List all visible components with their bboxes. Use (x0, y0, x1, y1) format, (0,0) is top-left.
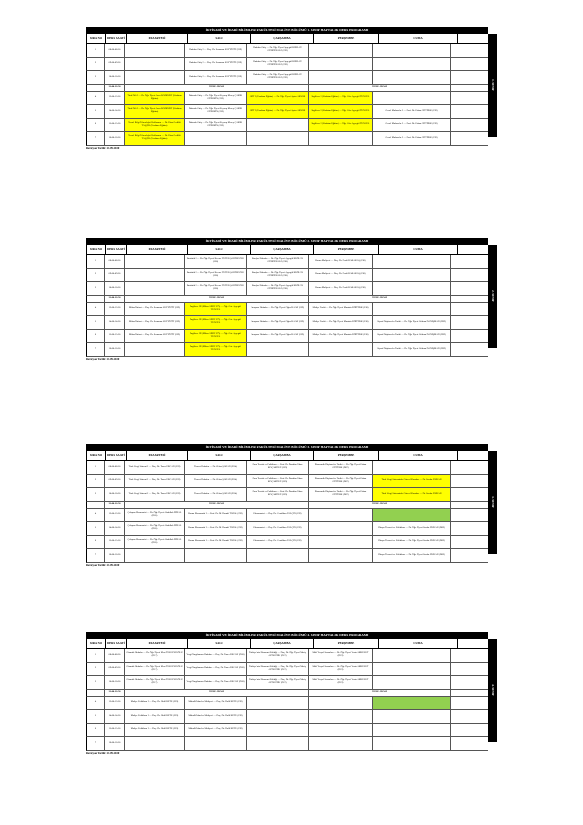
column-header-thu: PERŞEMBE (314, 639, 379, 648)
row-time: 09:00-09:50 (105, 475, 125, 488)
course-cell-wed: Borçlar Hukuku — Dr. Öğr. Üyesi Ayşegül KIZILAY GÜNDÜZALP (238) (247, 282, 309, 295)
course-cell-wed: Türkiye'nin Ekonomi Politiği — Doç. Dr. Öğr. Üyesi Meriç AYDOĞDU (D17) (247, 663, 309, 676)
table-row (86, 71, 488, 85)
course-cell-wed: Anayasa Hukuku — Dr. Öğr. Üyesi Oğuz KAAN (239) (247, 316, 309, 329)
row-time: 13:00-13:50 (105, 92, 125, 105)
table-row (86, 303, 488, 317)
row-time: 14:00-14:50 (105, 522, 125, 535)
row-time: 12:00-12:50 (105, 690, 125, 696)
column-header-wed: ÇARŞAMBA (251, 245, 314, 254)
course-cell-mon (125, 269, 185, 282)
course-cell-thu: Kamu Maliyesi — Doç. Dr. Ferdi KARAKAŞ (238) (309, 282, 373, 295)
column-header-thu: PERŞEMBE (314, 34, 379, 43)
course-cell-fri: Dünya Ticareti ve Politikası — Dr. Öğr. Üyesi Serdar DURAN (D09) (373, 536, 451, 549)
course-cell-fri (373, 269, 451, 282)
column-header-tue: SALI (188, 245, 251, 254)
course-cell-fri: Genel Muhasebe I — Prof. Dr. Erhan GÜTÜRK (239) (373, 119, 451, 132)
course-cell-wed (247, 724, 309, 737)
column-header-mon: PAZARTESİ (127, 34, 188, 43)
row-time: 10:00-10:50 (105, 71, 125, 84)
course-cell-mon (125, 255, 185, 268)
course-cell-wed: Ekonometri — Doç. Dr. Cemilhan YALÇIN (239) (247, 536, 309, 549)
row-number: 4 (87, 509, 105, 522)
revision-date: Revizyon Tarihi: 21.09.2020 (86, 563, 120, 567)
schedule-table-3 (86, 444, 495, 568)
column-header-fri: CUMA (379, 245, 458, 254)
course-cell-thu: Ekonomik Düşünceler Tarihi — Dr. Öğr. Üyesi Erhan GÜTÜRK (D07) (309, 461, 373, 474)
course-cell-fri (373, 58, 451, 71)
row-time: 16:00-16:50 (105, 549, 125, 562)
lunch-label: ÖĞLE ARASI (309, 690, 451, 696)
course-cell-tue: İngilizce III (Mikro SINIF YÖ) — Öğr. Gör. Ayşegül TUNCEL (185, 303, 247, 316)
course-cell-wed: Türkiye'nin Ekonomi Politiği — Doç. Dr. Öğr. Üyesi Meriç AYDOĞDU (D17) (247, 676, 309, 689)
course-cell-fri: Türk Vergi Sisteminde Güncel Konular — Dr. Serdar DURAN (373, 488, 451, 501)
row-time: 08:00-08:50 (105, 255, 125, 268)
course-cell-wed (247, 549, 309, 562)
course-cell-thu: Mali Yeryol Sorunları — Dr. Öğr. Üyesi Vesta AKBULUT (D19) (309, 676, 373, 689)
course-cell-fri: Genel Muhasebe I — Prof. Dr. Erhan GÜTÜRK (239) (373, 132, 451, 145)
row-time: 15:00-15:50 (105, 724, 125, 737)
course-cell-fri: Dünya Ticareti ve Politikası — Dr. Öğr. Üyesi Serdar DURAN (D09) (373, 549, 451, 562)
course-cell-wed (247, 697, 309, 710)
course-cell-thu: İngilizce I (Uzaktan Eğitim) — Öğr. Gör. Ayşegül TUNCEL (309, 119, 373, 132)
column-header-wed: ÇARŞAMBA (251, 34, 314, 43)
course-cell-thu (309, 44, 373, 57)
course-cell-tue: İngilizce III (Mikro SINIF YÖ) — Öğr. Gör. Ayşegül TUNCEL (185, 343, 247, 356)
table-row (86, 58, 488, 72)
course-cell-wed: Hukuka Giriş — Dr. Öğr. Üyesi Ayşegül KIZILAY GÜNDÜZALP (239) (247, 71, 309, 84)
table-row (86, 676, 488, 690)
column-header-fri: CUMA (379, 451, 458, 460)
row-time: 13:00-13:50 (105, 303, 125, 316)
row-number (87, 85, 105, 91)
column-header-mon: PAZARTESİ (127, 245, 188, 254)
course-cell-tue: Mahalli İdareler Maliyesi — Doç. Dr. Halil KETE (239) (185, 724, 247, 737)
course-cell-wed: Para Teorisi ve Politikası — Prof. Dr. İbrahim Okan KOÇAKÜLÜ (239) (247, 461, 309, 474)
row-number: 1 (87, 44, 105, 57)
row-number: 3 (87, 71, 105, 84)
course-cell-thu: Kamu Maliyesi — Doç. Dr. Ferdi KARAKAŞ (238) (309, 255, 373, 268)
schedule-title: İKTİSADİ VE İDARİ BİLİMLER FAKÜLTESİ MALİYE BÖLÜMÜ 1. SINIF HAFTALIK DERS PROGRAMI (86, 27, 488, 34)
row-number: 5 (87, 316, 105, 329)
table-row (86, 475, 488, 489)
column-header-no: SIRA NO (87, 639, 106, 648)
course-cell-fri (373, 737, 451, 750)
course-cell-mon: Mikro İktisat — Doç. Dr. Semanur SOYYİĞİT (239) (125, 316, 185, 329)
course-cell-thu: İngilizce I (Uzaktan Eğitim) — Öğr. Gör. Ayşegül TUNCEL (309, 105, 373, 118)
course-cell-tue: Vergi Yargılaması Hukuku — Doç. Dr. Taner ERCAN (D18) (185, 649, 247, 662)
schedule-title: İKTİSADİ VE İDARİ BİLİMLER FAKÜLTESİ MALİYE BÖLÜMÜ 2. SINIF HAFTALIK DERS PROGRAMI (86, 238, 488, 245)
row-number: 7 (87, 343, 105, 356)
course-cell-mon: Gümrük Hukuku — Dr. Öğr. Üyesi Mert TOKATLIOĞLU (D17) (125, 663, 185, 676)
table-row (86, 509, 488, 523)
class-year-label: 4. SINIF (488, 639, 497, 742)
course-cell-mon: Türk Vergi Sistemi I — Doç. Dr. Taner ERCAN (239) (125, 461, 185, 474)
course-cell-fri (373, 676, 451, 689)
row-time: 12:00-12:50 (105, 502, 125, 508)
row-time: 08:00-08:50 (105, 461, 125, 474)
course-cell-thu (309, 71, 373, 84)
revision-date: Revizyon Tarihi: 21.09.2020 (86, 357, 120, 361)
course-cell-fri (373, 697, 451, 710)
course-cell-mon (125, 58, 185, 71)
row-time: 12:00-12:50 (105, 85, 125, 91)
course-cell-mon (125, 549, 185, 562)
course-cell-wed: AİİT I (Uzaktan Eğitim) — Dr. Öğr. Üyesi Ayten AKSOR (247, 105, 309, 118)
schedule-title: İKTİSADİ VE İDARİ BİLİMLER FAKÜLTESİ MALİYE BÖLÜMÜ 4. SINIF HAFTALIK DERS PROGRAMI (86, 632, 488, 639)
table-row (86, 488, 488, 502)
course-cell-wed: Para Teorisi ve Politikası — Prof. Dr. İbrahim Okan KOÇAKÜLÜ (239) (247, 475, 309, 488)
row-number: 4 (87, 92, 105, 105)
course-cell-fri: Türk Vergi Sisteminde Güncel Konular — Dr. Serdar DURAN (373, 475, 451, 488)
course-cell-mon: Türk Dili I — Dr. Öğr. Üyesi Arzu BOZKURT (Uzaktan Eğitim) (125, 92, 185, 105)
row-time: 16:00-16:50 (105, 737, 125, 750)
row-time: 14:00-14:50 (105, 105, 125, 118)
course-cell-mon: Maliye Politikası I — Doç. Dr. Halil KETE (239) (125, 710, 185, 723)
course-cell-thu (309, 132, 373, 145)
row-number: 2 (87, 663, 105, 676)
course-cell-fri (373, 663, 451, 676)
course-cell-thu: Ekonomik Düşünceler Tarihi — Dr. Öğr. Üyesi Erhan GÜTÜRK (D07) (309, 488, 373, 501)
table-row (86, 282, 488, 296)
course-cell-fri (373, 92, 451, 105)
course-cell-thu (309, 710, 373, 723)
row-time: 16:00-16:50 (105, 343, 125, 356)
course-cell-tue: İktisada Giriş — Dr. Öğr. Üyesi Zeynep Merey ÇAKIR GÜZEKİN (239) (185, 119, 247, 132)
row-number: 3 (87, 676, 105, 689)
table-row (86, 343, 488, 357)
course-cell-mon (125, 71, 185, 84)
row-number: 6 (87, 536, 105, 549)
lunch-row (86, 296, 488, 303)
course-cell-mon: Türk Dili I — Dr. Öğr. Üyesi Arzu BOZKURT (Uzaktan Eğitim) (125, 105, 185, 118)
table-row (86, 92, 488, 106)
column-header-row (86, 245, 488, 255)
course-cell-tue: İstatistik I — Dr. Öğr. Üyesi Kevser TUTER ŞAHİNOĞLU (238) (185, 269, 247, 282)
revision-date: Revizyon Tarihi: 21.09.2020 (86, 146, 120, 150)
course-cell-tue: İktisada Giriş — Dr. Öğr. Üyesi Zeynep Merey ÇAKIR GÜZEKİN (239) (185, 105, 247, 118)
course-cell-wed: Ekonometri — Doç. Dr. Cemilhan YALÇIN (239) (247, 509, 309, 522)
course-cell-mon: Gümrük Hukuku — Dr. Öğr. Üyesi Mert TOKATLIOĞLU (D17) (125, 676, 185, 689)
course-cell-wed (247, 343, 309, 356)
course-cell-mon (125, 44, 185, 57)
course-cell-fri (373, 303, 451, 316)
course-cell-thu (309, 58, 373, 71)
course-cell-thu: Kamu Maliyesi — Doç. Dr. Ferdi KARAKAŞ (238) (309, 269, 373, 282)
course-cell-mon: Çalışma Ekonomisi — Dr. Öğr. Üyesi Abdullah DİNAL (D05) (125, 509, 185, 522)
course-cell-fri (373, 461, 451, 474)
row-number: 6 (87, 330, 105, 343)
column-header-tue: SALI (188, 451, 251, 460)
column-header-no: SIRA NO (87, 34, 106, 43)
course-cell-wed: Borçlar Hukuku — Dr. Öğr. Üyesi Ayşegül KIZILAY GÜNDÜZALP (238) (247, 269, 309, 282)
course-cell-thu: Ekonomik Düşünceler Tarihi — Dr. Öğr. Üyesi Erhan GÜTÜRK (D07) (309, 475, 373, 488)
column-header-thu: PERŞEMBE (314, 451, 379, 460)
row-number: 7 (87, 549, 105, 562)
course-cell-mon: Maliye Politikası I — Doç. Dr. Halil KETE (239) (125, 697, 185, 710)
course-cell-thu (309, 509, 373, 522)
course-cell-thu: Mali Yeryol Sorunları — Dr. Öğr. Üyesi Vesta AKBULUT (D19) (309, 663, 373, 676)
course-cell-wed (247, 737, 309, 750)
schedule-table-2 (86, 238, 495, 362)
course-cell-tue: Kamu Ekonomisi I — Prof. Dr. M. Hamdi TOPAL (239) (185, 522, 247, 535)
table-row (86, 697, 488, 711)
course-cell-mon: Temel Bilgi Teknolojisi Kullanımı — Dr. Ebru Gedikli TAŞÇIK (Uzaktan Eğitim) (125, 119, 185, 132)
course-cell-tue: Hukuka Giriş I — Doç. Dr. Semanur SOYYİĞİT (239) (185, 71, 247, 84)
row-number: 3 (87, 282, 105, 295)
row-time: 13:00-13:50 (105, 509, 125, 522)
course-cell-fri: Genel Muhasebe I — Prof. Dr. Erhan GÜTÜRK (239) (373, 105, 451, 118)
course-cell-mon: Mikro İktisat — Doç. Dr. Semanur SOYYİĞİT (239) (125, 303, 185, 316)
course-cell-fri (373, 509, 451, 522)
column-header-wed: ÇARŞAMBA (251, 639, 314, 648)
row-number (87, 296, 105, 302)
row-time: 12:00-12:50 (105, 296, 125, 302)
row-number (87, 502, 105, 508)
course-cell-tue (185, 737, 247, 750)
course-cell-tue (185, 549, 247, 562)
row-number: 4 (87, 303, 105, 316)
course-cell-tue: Ticaret Hukuku — Dr. Zehra ŞAHAN (D14) (185, 488, 247, 501)
course-cell-tue: İstatistik I — Dr. Öğr. Üyesi Kevser TUTER ŞAHİNOĞLU (238) (185, 255, 247, 268)
course-cell-wed: AİİT I (Uzaktan Eğitim) — Dr. Öğr. Üyesi Ayten AKSOR (247, 92, 309, 105)
course-cell-tue: Vergi Yargılaması Hukuku — Doç. Dr. Taner ERCAN (D18) (185, 663, 247, 676)
table-row (86, 44, 488, 58)
column-header-time: DERS SAATİ (106, 451, 127, 460)
lunch-label: ÖĞLE ARASI (309, 502, 451, 508)
course-cell-tue (185, 132, 247, 145)
row-time: 10:00-10:50 (105, 676, 125, 689)
column-header-tue: SALI (188, 34, 251, 43)
table-row (86, 737, 488, 751)
column-header-time: DERS SAATİ (106, 639, 127, 648)
table-row (86, 536, 488, 550)
class-year-label: 1. SINIF (488, 34, 497, 137)
course-cell-tue: Ticaret Hukuku — Dr. Zehra ŞAHAN (D14) (185, 461, 247, 474)
row-time: 09:00-09:50 (105, 269, 125, 282)
table-row (86, 649, 488, 663)
row-number: 4 (87, 697, 105, 710)
row-time: 15:00-15:50 (105, 536, 125, 549)
row-time: 09:00-09:50 (105, 58, 125, 71)
row-number: 1 (87, 255, 105, 268)
row-number: 3 (87, 488, 105, 501)
table-row (86, 663, 488, 677)
course-cell-tue: Ticaret Hukuku — Dr. Zehra ŞAHAN (D14) (185, 475, 247, 488)
row-number: 6 (87, 119, 105, 132)
course-cell-tue: İstatistik I — Dr. Öğr. Üyesi Kevser TUTER ŞAHİNOĞLU (238) (185, 282, 247, 295)
row-time: 10:00-10:50 (105, 488, 125, 501)
course-cell-tue: Mahalli İdareler Maliyesi — Doç. Dr. Halil KETE (239) (185, 697, 247, 710)
course-cell-wed (247, 119, 309, 132)
course-cell-wed: Ekonometri — Doç. Dr. Cemilhan YALÇIN (239) (247, 522, 309, 535)
row-number: 2 (87, 269, 105, 282)
row-number: 2 (87, 475, 105, 488)
course-cell-mon: Türk Vergi Sistemi I — Doç. Dr. Taner ERCAN (239) (125, 475, 185, 488)
column-header-row (86, 451, 488, 461)
course-cell-mon: Türk Vergi Sistemi I — Doç. Dr. Taner ERCAN (239) (125, 488, 185, 501)
row-time: 08:00-08:50 (105, 44, 125, 57)
course-cell-fri (373, 724, 451, 737)
course-cell-tue: Hukuka Giriş I — Doç. Dr. Semanur SOYYİĞİT (239) (185, 58, 247, 71)
course-cell-wed: Hukuka Giriş — Dr. Öğr. Üyesi Ayşegül KIZILAY GÜNDÜZALP (239) (247, 58, 309, 71)
course-cell-tue: Mahalli İdareler Maliyesi — Doç. Dr. Halil KETE (239) (185, 710, 247, 723)
table-row (86, 269, 488, 283)
row-time: 10:00-10:50 (105, 282, 125, 295)
course-cell-fri (373, 44, 451, 57)
lunch-label: ÖĞLE ARASI (125, 690, 309, 696)
column-header-row (86, 34, 488, 44)
course-cell-thu (309, 522, 373, 535)
course-cell-mon (125, 343, 185, 356)
row-number: 5 (87, 710, 105, 723)
column-header-tue: SALI (188, 639, 251, 648)
course-cell-mon (125, 282, 185, 295)
row-time: 13:00-13:50 (105, 697, 125, 710)
table-row (86, 316, 488, 330)
course-cell-wed: Anayasa Hukuku — Dr. Öğr. Üyesi Oğuz KAAN (239) (247, 330, 309, 343)
table-row (86, 461, 488, 475)
row-time: 09:00-09:50 (105, 663, 125, 676)
course-cell-thu (309, 724, 373, 737)
lunch-label: ÖĞLE ARASI (125, 296, 309, 302)
course-cell-mon (125, 737, 185, 750)
course-cell-wed: Hukuka Giriş — Dr. Öğr. Üyesi Ayşegül KIZILAY GÜNDÜZALP (239) (247, 44, 309, 57)
row-time: 14:00-14:50 (105, 316, 125, 329)
row-number: 2 (87, 58, 105, 71)
revision-date: Revizyon Tarihi: 21.09.2020 (86, 751, 120, 755)
course-cell-fri: Siyasi Düşünceler Tarihi — Dr. Öğr. Üyesi Gürhan DANIŞMAN (INZ) (373, 316, 451, 329)
class-year-label: 2. SINIF (488, 245, 497, 348)
course-cell-mon: Gümrük Hukuku — Dr. Öğr. Üyesi Mert TOKATLIOĞLU (D17) (125, 649, 185, 662)
row-time: 14:00-14:50 (105, 710, 125, 723)
column-header-no: SIRA NO (87, 245, 106, 254)
course-cell-tue: Vergi Yargılaması Hukuku — Doç. Dr. Taner ERCAN (D18) (185, 676, 247, 689)
course-cell-tue: Kamu Ekonomisi I — Prof. Dr. M. Hamdi TOPAL (239) (185, 536, 247, 549)
course-cell-thu (309, 737, 373, 750)
row-number: 5 (87, 105, 105, 118)
table-row (86, 330, 488, 344)
course-cell-thu (309, 536, 373, 549)
course-cell-thu: Maliye Tarihi — Dr. Öğr. Üyesi Mustafa EDİTÜRK (238) (309, 330, 373, 343)
column-header-mon: PAZARTESİ (127, 451, 188, 460)
course-cell-wed: Anayasa Hukuku — Dr. Öğr. Üyesi Oğuz KAAN (239) (247, 303, 309, 316)
course-cell-fri (373, 71, 451, 84)
course-cell-tue: İktisada Giriş — Dr. Öğr. Üyesi Zeynep Merey ÇAKIR GÜZEKİN (239) (185, 92, 247, 105)
row-number: 1 (87, 461, 105, 474)
lunch-row (86, 85, 488, 92)
column-header-time: DERS SAATİ (106, 34, 127, 43)
course-cell-mon: Çalışma Ekonomisi — Dr. Öğr. Üyesi Abdullah DİNAL (D05) (125, 522, 185, 535)
column-header-mon: PAZARTESİ (127, 639, 188, 648)
row-number: 6 (87, 724, 105, 737)
course-cell-mon: Maliye Politikası I — Doç. Dr. Halil KETE (239) (125, 724, 185, 737)
course-cell-thu (309, 343, 373, 356)
course-cell-fri: Siyasi Düşünceler Tarihi — Dr. Öğr. Üyesi Gürhan DANIŞMAN (INZ) (373, 343, 451, 356)
course-cell-fri: Dünya Ticareti ve Politikası — Dr. Öğr. Üyesi Serdar DURAN (D09) (373, 522, 451, 535)
course-cell-thu (309, 549, 373, 562)
course-cell-tue: Hukuka Giriş I — Doç. Dr. Semanur SOYYİĞİT (239) (185, 44, 247, 57)
schedule-table-1 (86, 27, 495, 151)
schedule-table-4 (86, 632, 495, 756)
row-time: 08:00-08:50 (105, 649, 125, 662)
course-cell-tue: Kamu Ekonomisi I — Prof. Dr. M. Hamdi TOPAL (239) (185, 509, 247, 522)
course-cell-mon: Çalışma Ekonomisi — Dr. Öğr. Üyesi Abdullah DİNAL (D05) (125, 536, 185, 549)
table-row (86, 522, 488, 536)
table-row (86, 724, 488, 738)
row-number: 1 (87, 649, 105, 662)
course-cell-thu (309, 697, 373, 710)
table-row (86, 710, 488, 724)
course-cell-fri (373, 649, 451, 662)
course-cell-wed: Borçlar Hukuku — Dr. Öğr. Üyesi Ayşegül KIZILAY GÜNDÜZALP (238) (247, 255, 309, 268)
course-cell-wed: Para Teorisi ve Politikası — Prof. Dr. İbrahim Okan KOÇAKÜLÜ (239) (247, 488, 309, 501)
course-cell-wed (247, 132, 309, 145)
course-cell-thu: Maliye Tarihi — Dr. Öğr. Üyesi Mustafa EDİTÜRK (238) (309, 316, 373, 329)
lunch-row (86, 690, 488, 697)
row-number: 7 (87, 737, 105, 750)
course-cell-thu: İngilizce I (Uzaktan Eğitim) — Öğr. Gör. Ayşegül TUNCEL (309, 92, 373, 105)
course-cell-mon: Mikro İktisat — Doç. Dr. Semanur SOYYİĞİT (239) (125, 330, 185, 343)
column-header-fri: CUMA (379, 34, 458, 43)
row-time: 15:00-15:50 (105, 119, 125, 132)
column-header-no: SIRA NO (87, 451, 106, 460)
course-cell-fri (373, 710, 451, 723)
class-year-label: 3. SINIF (488, 451, 497, 554)
row-number: 5 (87, 522, 105, 535)
schedule-title: İKTİSADİ VE İDARİ BİLİMLER FAKÜLTESİ MALİYE BÖLÜMÜ 3. SINIF HAFTALIK DERS PROGRAMI (86, 444, 488, 451)
course-cell-tue: İngilizce III (Mikro SINIF YÖ) — Öğr. Gör. Ayşegül TUNCEL (185, 330, 247, 343)
lunch-label: ÖĞLE ARASI (125, 502, 309, 508)
course-cell-fri (373, 255, 451, 268)
lunch-row (86, 502, 488, 509)
column-header-row (86, 639, 488, 649)
row-time: 15:00-15:50 (105, 330, 125, 343)
course-cell-mon: Temel Bilgi Teknolojisi Kullanımı — Dr. Ebru Gedikli TAŞÇIK (Uzaktan Eğitim) (125, 132, 185, 145)
lunch-label: ÖĞLE ARASI (309, 85, 451, 91)
column-header-fri: CUMA (379, 639, 458, 648)
lunch-label: ÖĞLE ARASI (309, 296, 451, 302)
table-row (86, 105, 488, 119)
course-cell-fri (373, 282, 451, 295)
course-cell-fri: Siyasi Düşünceler Tarihi — Dr. Öğr. Üyesi Gürhan DANIŞMAN (INZ) (373, 330, 451, 343)
row-number: 7 (87, 132, 105, 145)
column-header-wed: ÇARŞAMBA (251, 451, 314, 460)
column-header-thu: PERŞEMBE (314, 245, 379, 254)
course-cell-wed: Türkiye'nin Ekonomi Politiği — Doç. Dr. Öğr. Üyesi Meriç AYDOĞDU (D17) (247, 649, 309, 662)
course-cell-tue: İngilizce III (Mikro SINIF YÖ) — Öğr. Gör. Ayşegül TUNCEL (185, 316, 247, 329)
course-cell-thu: Mali Yeryol Sorunları — Dr. Öğr. Üyesi Vesta AKBULUT (D19) (309, 649, 373, 662)
table-row (86, 119, 488, 133)
row-number (87, 690, 105, 696)
table-row (86, 549, 488, 563)
row-time: 16:00-16:50 (105, 132, 125, 145)
table-row (86, 132, 488, 146)
table-row (86, 255, 488, 269)
course-cell-wed (247, 710, 309, 723)
course-cell-thu: Maliye Tarihi — Dr. Öğr. Üyesi Mustafa EDİTÜRK (238) (309, 303, 373, 316)
lunch-label: ÖĞLE ARASI (125, 85, 309, 91)
column-header-time: DERS SAATİ (106, 245, 127, 254)
